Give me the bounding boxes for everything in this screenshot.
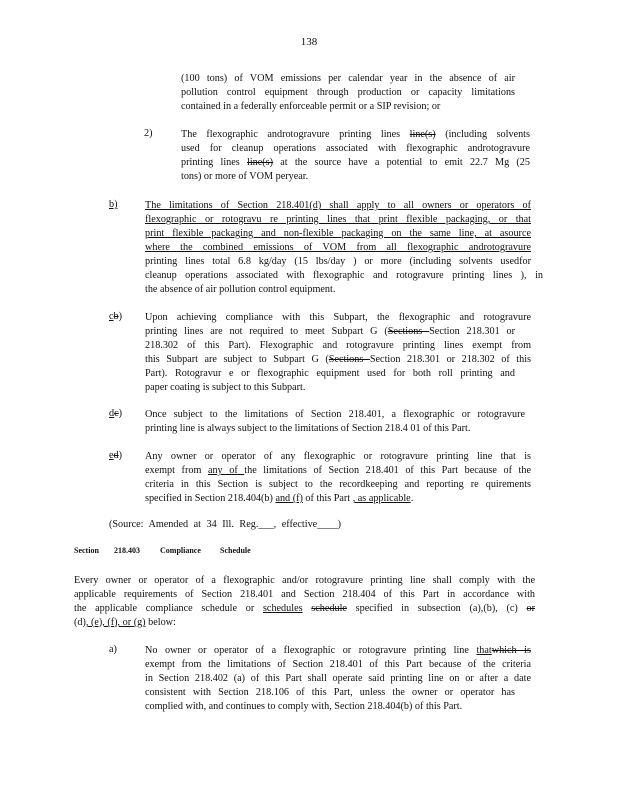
text-line-underlined: The limitations of Section 218.401(d) shall apply to all owners or operators of — [145, 200, 531, 211]
text-line: cleanup operations associated with flexographic and rotogravure printing lines ), in — [145, 270, 543, 281]
text-line: paper coating is subject to this Subpart. — [145, 382, 306, 393]
text-line: The flexographic androtogravure printing lines line(s) (including solvents — [181, 129, 530, 140]
text-line: printing lines line(s) at the source have a potential to emit 22.7 Mg (25 — [181, 157, 530, 168]
text-line: used for cleanup operations associated with flexographic androtogravure — [181, 143, 530, 154]
text-line: in Section 218.402 (a) of this Part shall operate said printing line on or after a date — [145, 673, 531, 684]
text-line-underlined: flexographic or rotogravu re printing lines that print flexible packaging, or that — [145, 214, 531, 225]
text-line: contained in a federally enforceable permit or a SIP revision; or — [181, 101, 441, 112]
text-line: consistent with Section 218.106 of this Part, unless the owner or operator has — [145, 687, 515, 698]
text-line-underlined: print flexible packaging and non-flexible packaging on the same line, at asource — [145, 228, 531, 239]
text-line: pollution control equipment through production or capacity limitations — [181, 87, 515, 98]
text-line-underlined: where the combined emissions of VOM from all flexographic androtogravure — [145, 242, 531, 253]
text-line: the applicable compliance schedule or schedules schedule specified in subsection (a),(b), (c) or — [74, 603, 535, 614]
item-label: b) — [109, 199, 118, 210]
item-label: ed) — [109, 450, 123, 461]
text-line: Any owner or operator of any flexographic or rotogravure printing line that is — [145, 451, 531, 462]
text-line: criteria in this Section is subject to the recordkeeping and reporting re quirements — [145, 479, 531, 490]
section-label: Section — [74, 546, 99, 555]
text-line: (d), (e), (f), or (g) below: — [74, 617, 176, 628]
text-line: Every owner or operator of a flexographic and/or rotogravure printing line shall comply with the — [74, 575, 535, 586]
text-line: Once subject to the limitations of Section 218.401, a flexographic or rotogravure — [145, 409, 525, 420]
section-title: Compliance — [160, 546, 201, 555]
item-label: 2) — [144, 128, 153, 139]
source-note: (Source: Amended at 34 Ill. Reg.___, effective____) — [109, 519, 341, 530]
text-line: tons) or more of VOM peryear. — [181, 171, 309, 182]
text-line: specified in Section 218.404(b) and (f) of this Part , as applicable. — [145, 493, 414, 504]
item-label: dc) — [109, 408, 123, 419]
item-label: a) — [109, 644, 117, 655]
text-line: printing lines total 6.8 kg/day (15 lbs/day ) or more (including solvents usedfor — [145, 256, 531, 267]
text-line: Part). Rotogravur e or flexographic equipment used for both roll printing and — [145, 368, 515, 379]
item-label: cb) — [109, 311, 123, 322]
text-line: exempt from any of the limitations of Section 218.401 of this Part because of the — [145, 465, 531, 476]
text-line: applicable requirements of Section 218.401 and Section 218.404 of this Part in accordance with — [74, 589, 535, 600]
section-title-word: Schedule — [220, 546, 251, 555]
text-line: the absence of air pollution control equipment. — [145, 284, 336, 295]
text-line: this Subpart are subject to Subpart G (Sections Section 218.301 or 218.302 of this — [145, 354, 531, 365]
text-line: complied with, and continues to comply with, Section 218.404(b) of this Part. — [145, 701, 463, 712]
section-number: 218.403 — [114, 546, 140, 555]
text-line: No owner or operator of a flexographic or rotogravure printing line thatwhich is — [145, 645, 531, 656]
text-line: (100 tons) of VOM emissions per calendar year in the absence of air — [181, 73, 515, 84]
text-line: printing lines are not required to meet Subpart G (Sections Section 218.301 or — [145, 326, 516, 337]
text-line: 218.302 of this Part). Flexographic and rotogravure printing lines exempt from — [145, 340, 531, 351]
text-line: exempt from the limitations of Section 218.401 of this Part because of the criteria — [145, 659, 531, 670]
text-line: Upon achieving compliance with this Subpart, the flexographic and rotogravure — [145, 312, 531, 323]
text-line: printing line is always subject to the limitations of Section 218.4 01 of this Part. — [145, 423, 471, 434]
page-number: 138 — [300, 36, 318, 48]
